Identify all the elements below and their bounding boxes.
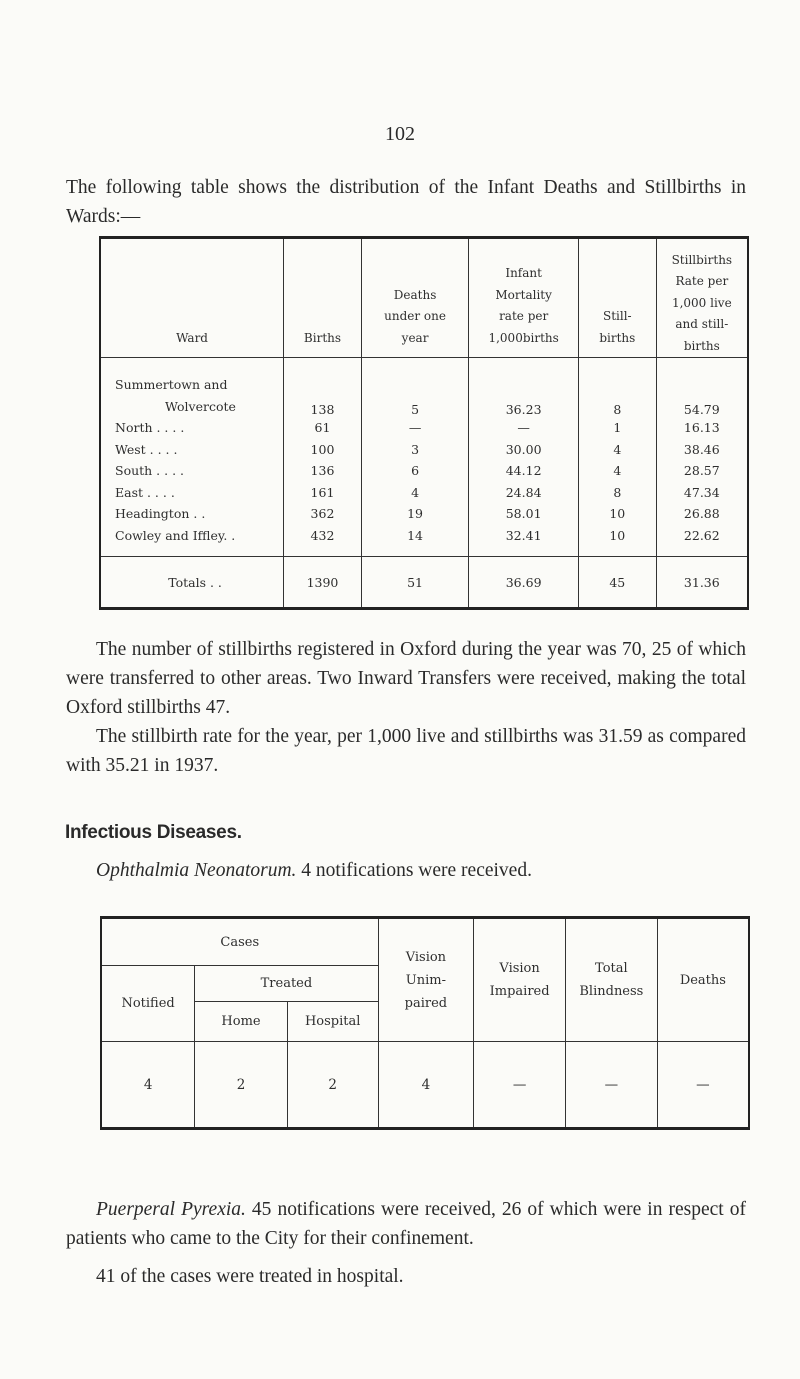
table-row	[100, 358, 748, 418]
deaths-cell: 19	[361, 503, 468, 525]
totals-row	[100, 557, 748, 609]
col-header-notified: Notified	[101, 966, 195, 1042]
deaths-total: 51	[361, 557, 468, 609]
births-cell: 432	[284, 525, 362, 557]
table-header-row	[101, 918, 749, 966]
vision-unimpaired-cell: 4	[378, 1042, 474, 1129]
intro-paragraph: The following table shows the distribution of the Infant Deaths and Stillbirths in Wards:—	[66, 177, 746, 227]
imr-cell: 58.01	[469, 503, 579, 525]
births-cell: 138	[284, 358, 362, 418]
imr-cell: 30.00	[469, 439, 579, 461]
deaths-cell: 6	[361, 460, 468, 482]
table-row	[100, 439, 748, 461]
col-header-total-blindness: Total Blindness	[565, 918, 657, 1042]
ophthalmia-title: Ophthalmia Neonatorum.	[96, 860, 297, 881]
sbr-cell: 28.57	[656, 460, 748, 482]
col-header-stillbirths: Still- births	[578, 238, 656, 358]
imr-cell: 44.12	[469, 460, 579, 482]
table-row	[100, 417, 748, 439]
ward-cell: East . . . .	[115, 484, 175, 500]
births-cell: 61	[284, 417, 362, 439]
deaths-cell: 4	[361, 482, 468, 504]
stillbirths-cell: 8	[578, 482, 656, 504]
sbr-cell: 22.62	[656, 525, 748, 557]
col-header-ward: Ward	[100, 238, 284, 358]
sbr-cell: 26.88	[656, 503, 748, 525]
notified-cell: 4	[101, 1042, 195, 1129]
hospital-cell: 2	[287, 1042, 378, 1129]
births-total: 1390	[284, 557, 362, 609]
puerperal-text: 45 notifications were received, 26 of which were in respect of patients who came to the City for their confinement.	[66, 1199, 746, 1249]
col-header-stillbirth-rate: Stillbirths Rate per 1,000 live and still- births	[656, 238, 748, 358]
births-cell: 100	[284, 439, 362, 461]
hospital-paragraph: 41 of the cases were treated in hospital.	[96, 1266, 404, 1287]
puerperal-paragraph	[66, 1195, 746, 1253]
stillbirths-cell: 4	[578, 460, 656, 482]
stillbirths-cell: 10	[578, 525, 656, 557]
col-header-cases: Cases	[101, 918, 378, 966]
imr-cell: 32.41	[469, 525, 579, 557]
ward-cell: West . . . .	[115, 441, 178, 457]
deaths-cell: —	[361, 417, 468, 439]
col-header-deaths: Deaths under one year	[361, 238, 468, 358]
col-header-treated: Treated	[195, 966, 378, 1002]
imr-cell: 24.84	[469, 482, 579, 504]
ophthalmia-text: 4 notifications were received.	[296, 860, 532, 881]
births-cell: 161	[284, 482, 362, 504]
births-cell: 362	[284, 503, 362, 525]
col-header-births: Births	[284, 238, 362, 358]
sbr-cell: 38.46	[656, 439, 748, 461]
table-row	[100, 482, 748, 504]
ward-cell: North . . . .	[115, 420, 185, 436]
ophthalmia-table	[100, 916, 750, 1130]
table-row	[100, 525, 748, 557]
births-cell: 136	[284, 460, 362, 482]
table-row	[101, 1042, 749, 1129]
stillbirths-cell: 8	[578, 358, 656, 418]
table-row	[100, 503, 748, 525]
deaths-cell: —	[657, 1042, 749, 1129]
deaths-cell: 5	[361, 358, 468, 418]
stillbirths-cell: 1	[578, 417, 656, 439]
sbr-cell: 54.79	[656, 358, 748, 418]
deaths-cell: 14	[361, 525, 468, 557]
deaths-cell: 3	[361, 439, 468, 461]
sbr-total: 31.36	[656, 557, 748, 609]
sbr-cell: 16.13	[656, 417, 748, 439]
vision-impaired-cell: —	[474, 1042, 566, 1129]
imr-cell: 36.23	[469, 358, 579, 418]
stillbirths-total: 45	[578, 557, 656, 609]
puerperal-title: Puerperal Pyrexia.	[96, 1199, 246, 1220]
section-heading: Infectious Diseases.	[65, 822, 242, 843]
stillbirths-paragraph: The number of stillbirths registered in Oxford during the year was 70, 25 of which were transferred to other areas. Two Inward Transfers were received, making the total Oxford stillbirths 47.	[66, 639, 746, 718]
col-header-infant-mortality-rate: Infant Mortality rate per 1,000births	[469, 238, 579, 358]
stillbirths-cell: 4	[578, 439, 656, 461]
ward-cell: South . . . .	[115, 463, 185, 479]
ophthalmia-paragraph	[96, 856, 746, 885]
col-header-home: Home	[195, 1002, 288, 1042]
ward-cell: Cowley and Iffley. .	[115, 527, 236, 543]
ward-stillbirths-table	[99, 236, 749, 610]
col-header-deaths: Deaths	[657, 918, 749, 1042]
stillbirth-rate-paragraph: The stillbirth rate for the year, per 1,000 live and stillbirths was 31.59 as compared with 35.21 in 1937.	[66, 726, 746, 776]
total-blindness-cell: —	[565, 1042, 657, 1129]
sbr-cell: 47.34	[656, 482, 748, 504]
table-header-row	[100, 238, 748, 358]
imr-total: 36.69	[469, 557, 579, 609]
imr-cell: —	[469, 417, 579, 439]
totals-label: Totals . .	[100, 557, 284, 609]
page-number: 102	[385, 123, 415, 145]
home-cell: 2	[195, 1042, 288, 1129]
col-header-vision-unimpaired: Vision Unim- paired	[378, 918, 474, 1042]
stillbirths-cell: 10	[578, 503, 656, 525]
ward-cell: Summertown and Wolvercote	[115, 377, 236, 414]
table-row	[100, 460, 748, 482]
col-header-hospital: Hospital	[287, 1002, 378, 1042]
ward-cell: Headington . .	[115, 506, 206, 522]
col-header-vision-impaired: Vision Impaired	[474, 918, 566, 1042]
